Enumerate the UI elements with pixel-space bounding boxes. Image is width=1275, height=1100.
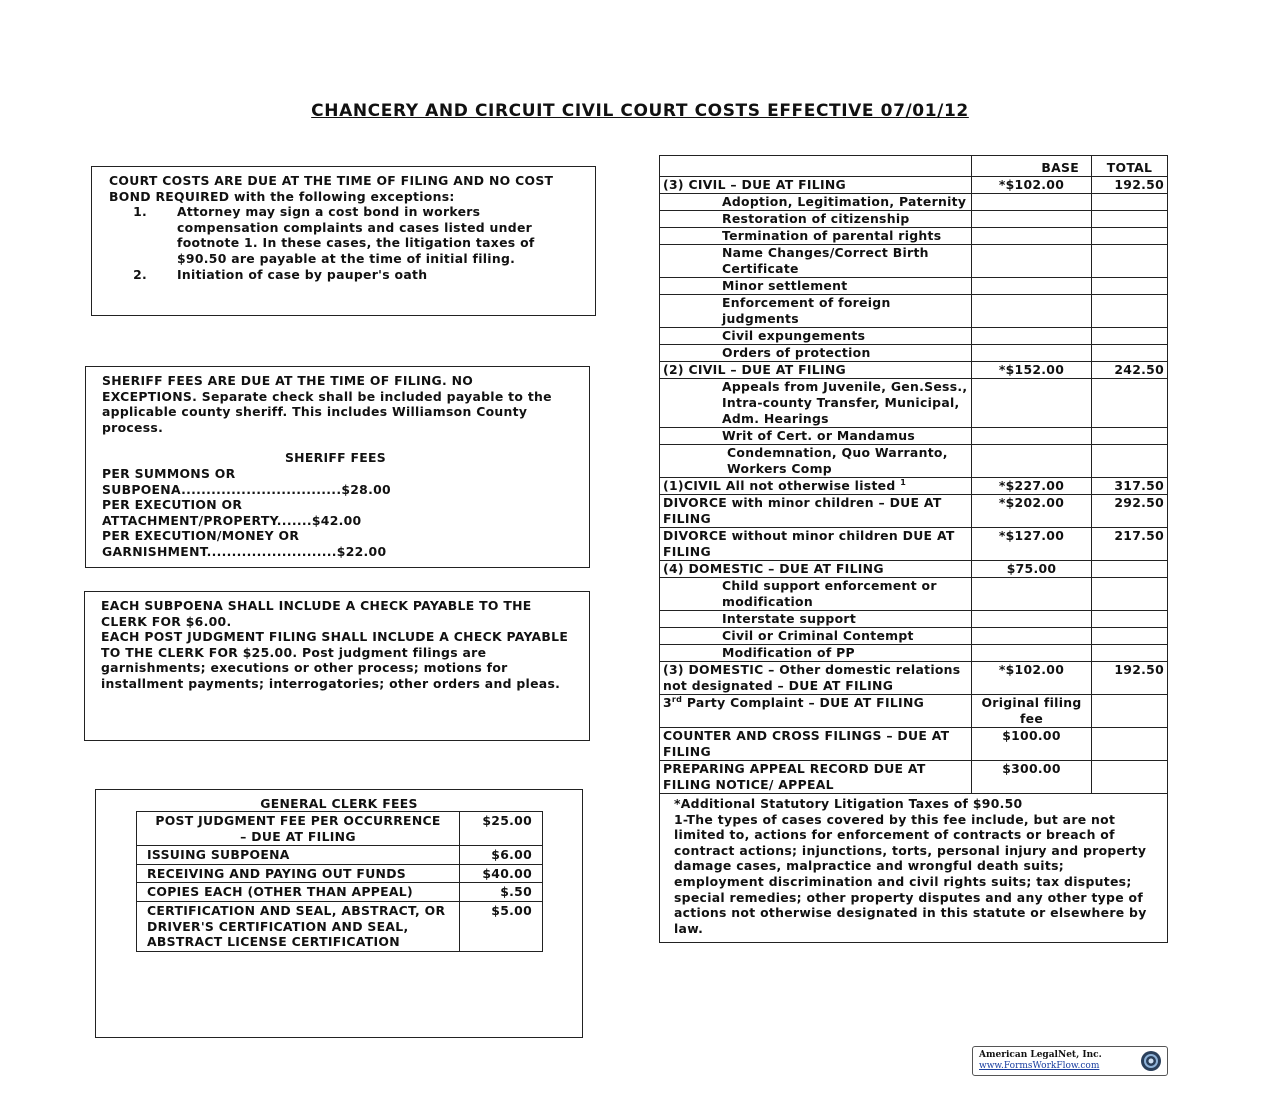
fee-description: Termination of parental rights xyxy=(660,228,972,245)
table-cell: RECEIVING AND PAYING OUT FUNDS xyxy=(137,864,460,883)
table-row xyxy=(660,611,1168,628)
fee-base: *$102.00 xyxy=(972,662,1092,695)
fee-total xyxy=(1092,278,1168,295)
table-row xyxy=(660,561,1168,578)
general-clerk-heading: GENERAL CLERK FEES xyxy=(260,796,418,811)
fee-description: Interstate support xyxy=(660,611,972,628)
table-cell: POST JUDGMENT FEE PER OCCURRENCE – DUE AT FILING xyxy=(137,812,460,846)
table-row xyxy=(660,328,1168,345)
table-row xyxy=(660,695,1168,728)
fee-description: Name Changes/Correct Birth Certificate xyxy=(660,245,972,278)
notes-row xyxy=(660,794,1168,943)
table-row xyxy=(660,495,1168,528)
fee-description: Child support enforcement or modification xyxy=(660,578,972,611)
fee-base xyxy=(972,228,1092,245)
fee-base: Original filing fee xyxy=(972,695,1092,728)
fee-base xyxy=(972,328,1092,345)
fee-description: Writ of Cert. or Mandamus xyxy=(660,428,972,445)
table-cell: ISSUING SUBPOENA xyxy=(137,846,460,865)
fee-total xyxy=(1092,728,1168,761)
table-row xyxy=(660,445,1168,478)
table-row xyxy=(137,901,543,951)
sheriff-fees-box xyxy=(85,366,590,568)
sheriff-fee-line: PER SUMMONS OR xyxy=(102,465,236,481)
fee-base xyxy=(972,445,1092,478)
base-column-header: BASE xyxy=(972,160,1092,177)
table-row xyxy=(660,194,1168,211)
fee-description: Adoption, Legitimation, Paternity xyxy=(660,194,972,211)
fee-base xyxy=(972,645,1092,662)
sheriff-fee-line: PER EXECUTION OR xyxy=(102,497,243,513)
fee-description: DIVORCE with minor children – DUE AT FILING xyxy=(660,495,972,528)
table-cell: CERTIFICATION AND SEAL, ABSTRACT, OR DRIVER'S CERTIFICATION AND SEAL, ABSTRACT LICENSE CERTIFICATION xyxy=(137,901,460,951)
court-costs-intro: COURT COSTS ARE DUE AT THE TIME OF FILING AND NO COST BOND REQUIRED with the following exceptions: xyxy=(109,173,554,204)
fee-total xyxy=(1092,628,1168,645)
fee-description: (3) CIVIL – DUE AT FILING xyxy=(660,177,972,194)
list-item: 2. Initiation of case by pauper's oath xyxy=(133,266,428,282)
table-row xyxy=(660,662,1168,695)
fee-total xyxy=(1092,228,1168,245)
litigation-tax-note: *Additional Statutory Litigation Taxes of $90.50 xyxy=(674,796,1023,811)
fee-base: *$202.00 xyxy=(972,495,1092,528)
fee-base xyxy=(972,245,1092,278)
fee-base xyxy=(972,628,1092,645)
fee-total: 242.50 xyxy=(1092,362,1168,379)
table-cell: $6.00 xyxy=(460,846,543,865)
fee-base: $100.00 xyxy=(972,728,1092,761)
fee-total xyxy=(1092,328,1168,345)
table-row xyxy=(660,379,1168,428)
total-column-header: TOTAL xyxy=(1092,160,1168,177)
fee-description: Restoration of citizenship xyxy=(660,211,972,228)
fee-base: $300.00 xyxy=(972,761,1092,794)
table-row xyxy=(137,883,543,902)
fee-total xyxy=(1092,695,1168,728)
fee-base: *$102.00 xyxy=(972,177,1092,194)
post-judgment-text: EACH POST JUDGMENT FILING SHALL INCLUDE A CHECK PAYABLE TO THE CLERK FOR $25.00. Post judgment filings are garnishments; executions or other process; motions for installment payments; interrogatories; other orders and pleas. xyxy=(101,629,569,691)
fee-description: PREPARING APPEAL RECORD DUE AT FILING NOTICE/ APPEAL xyxy=(660,761,972,794)
fee-description: (2) CIVIL – DUE AT FILING xyxy=(660,362,972,379)
general-clerk-table xyxy=(136,811,543,952)
fee-description: (3) DOMESTIC – Other domestic relations not designated – DUE AT FILING xyxy=(660,662,972,695)
company-url[interactable]: www.FormsWorkFlow.com xyxy=(979,1061,1100,1071)
fee-description: 3rd Party Complaint – DUE AT FILING xyxy=(660,695,972,728)
american-legalnet-logo xyxy=(972,1046,1168,1076)
fee-base xyxy=(972,611,1092,628)
table-row xyxy=(660,428,1168,445)
table-row xyxy=(660,295,1168,328)
fee-base xyxy=(972,345,1092,362)
table-row xyxy=(660,245,1168,278)
fee-base xyxy=(972,278,1092,295)
table-row xyxy=(660,478,1168,495)
fee-total xyxy=(1092,211,1168,228)
fee-description: Appeals from Juvenile, Gen.Sess., Intra-county Transfer, Municipal, Adm. Hearings xyxy=(660,379,972,428)
sheriff-intro: SHERIFF FEES ARE DUE AT THE TIME OF FILING. NO EXCEPTIONS. Separate check shall be included payable to the applicable county sheriff. This includes Williamson County process. xyxy=(102,373,552,435)
table-cell: $5.00 xyxy=(460,901,543,951)
table-header-row xyxy=(660,160,1168,177)
fee-base xyxy=(972,194,1092,211)
fee-total xyxy=(1092,445,1168,478)
fee-description: (4) DOMESTIC – DUE AT FILING xyxy=(660,561,972,578)
table-cell: $25.00 xyxy=(460,812,543,846)
fee-description: Condemnation, Quo Warranto, Workers Comp xyxy=(660,445,972,478)
legalnet-globe-icon xyxy=(1139,1049,1163,1073)
table-row xyxy=(660,211,1168,228)
subpoena-text: EACH SUBPOENA SHALL INCLUDE A CHECK PAYABLE TO THE CLERK FOR $6.00. xyxy=(101,598,532,629)
fee-description: Civil expungements xyxy=(660,328,972,345)
fee-description: COUNTER AND CROSS FILINGS – DUE AT FILING xyxy=(660,728,972,761)
sheriff-fee-line: PER EXECUTION/MONEY OR xyxy=(102,528,300,544)
fee-description: Civil or Criminal Contempt xyxy=(660,628,972,645)
fee-total xyxy=(1092,379,1168,428)
fee-total: 317.50 xyxy=(1092,478,1168,495)
court-costs-exceptions xyxy=(109,204,581,282)
fee-total xyxy=(1092,578,1168,611)
sheriff-heading: SHERIFF FEES xyxy=(284,450,387,466)
table-row xyxy=(660,645,1168,662)
fee-base: $75.00 xyxy=(972,561,1092,578)
fee-total: 192.50 xyxy=(1092,177,1168,194)
table-row xyxy=(660,228,1168,245)
footnote-1: 1-The types of cases covered by this fee include, but are not limited to, actions for enforcement of contracts or breach of contract actions; injunctions, torts, personal injury and property damage cases, malpractice and wrongful death suits; employment discrimination and civil rights suits; tax disputes; special remedies; other property disputes and any other type of actions not otherwise designated in this statute or elsewhere by law. xyxy=(674,811,1147,936)
fee-base: *$152.00 xyxy=(972,362,1092,379)
fee-base xyxy=(972,428,1092,445)
company-name: American LegalNet, Inc. xyxy=(979,1050,1102,1060)
table-cell: $.50 xyxy=(460,883,543,902)
fee-base xyxy=(972,211,1092,228)
fee-total xyxy=(1092,611,1168,628)
table-row xyxy=(660,278,1168,295)
fee-total xyxy=(1092,194,1168,211)
sheriff-fee-line: GARNISHMENT..........................$22.00 xyxy=(102,543,387,559)
fee-base: *$127.00 xyxy=(972,528,1092,561)
sheriff-fee-line: ATTACHMENT/PROPERTY.......$42.00 xyxy=(102,512,362,528)
fee-description: Modification of PP xyxy=(660,645,972,662)
fee-description: Minor settlement xyxy=(660,278,972,295)
table-row xyxy=(660,761,1168,794)
fee-total xyxy=(1092,645,1168,662)
table-row xyxy=(660,578,1168,611)
court-cost-table xyxy=(659,155,1168,943)
fee-description: (1)CIVIL All not otherwise listed $^1$ xyxy=(660,478,972,495)
table-row xyxy=(660,362,1168,379)
page-title: CHANCERY AND CIRCUIT CIVIL COURT COSTS EFFECTIVE 07/01/12 xyxy=(311,101,969,121)
fee-total xyxy=(1092,561,1168,578)
fee-total: 192.50 xyxy=(1092,662,1168,695)
table-row xyxy=(660,345,1168,362)
table-cell: COPIES EACH (OTHER THAN APPEAL) xyxy=(137,883,460,902)
fee-total xyxy=(1092,761,1168,794)
fee-base xyxy=(972,295,1092,328)
fee-base xyxy=(972,578,1092,611)
fee-total xyxy=(1092,345,1168,362)
fee-description: Enforcement of foreign judgments xyxy=(660,295,972,328)
table-row xyxy=(137,812,543,846)
list-item: 1. Attorney may sign a cost bond in workers compensation complaints and cases listed under footnote 1. In these cases, the litigation taxes of $90.50 are payable at the time of initial filing. xyxy=(133,204,535,266)
fee-total: 217.50 xyxy=(1092,528,1168,561)
fee-base xyxy=(972,379,1092,428)
table-row xyxy=(660,728,1168,761)
table-row xyxy=(660,628,1168,645)
fee-description: DIVORCE without minor children DUE AT FILING xyxy=(660,528,972,561)
subpoena-box xyxy=(84,591,590,741)
fee-total: 292.50 xyxy=(1092,495,1168,528)
table-cell: $40.00 xyxy=(460,864,543,883)
fee-base: *$227.00 xyxy=(972,478,1092,495)
fee-total xyxy=(1092,295,1168,328)
sheriff-fee-line: SUBPOENA................................$28.00 xyxy=(102,481,391,497)
court-costs-box xyxy=(91,166,596,316)
table-row xyxy=(660,528,1168,561)
fee-description: Orders of protection xyxy=(660,345,972,362)
table-row xyxy=(137,864,543,883)
fee-total xyxy=(1092,245,1168,278)
fee-total xyxy=(1092,428,1168,445)
table-row xyxy=(660,177,1168,194)
table-row xyxy=(137,846,543,865)
